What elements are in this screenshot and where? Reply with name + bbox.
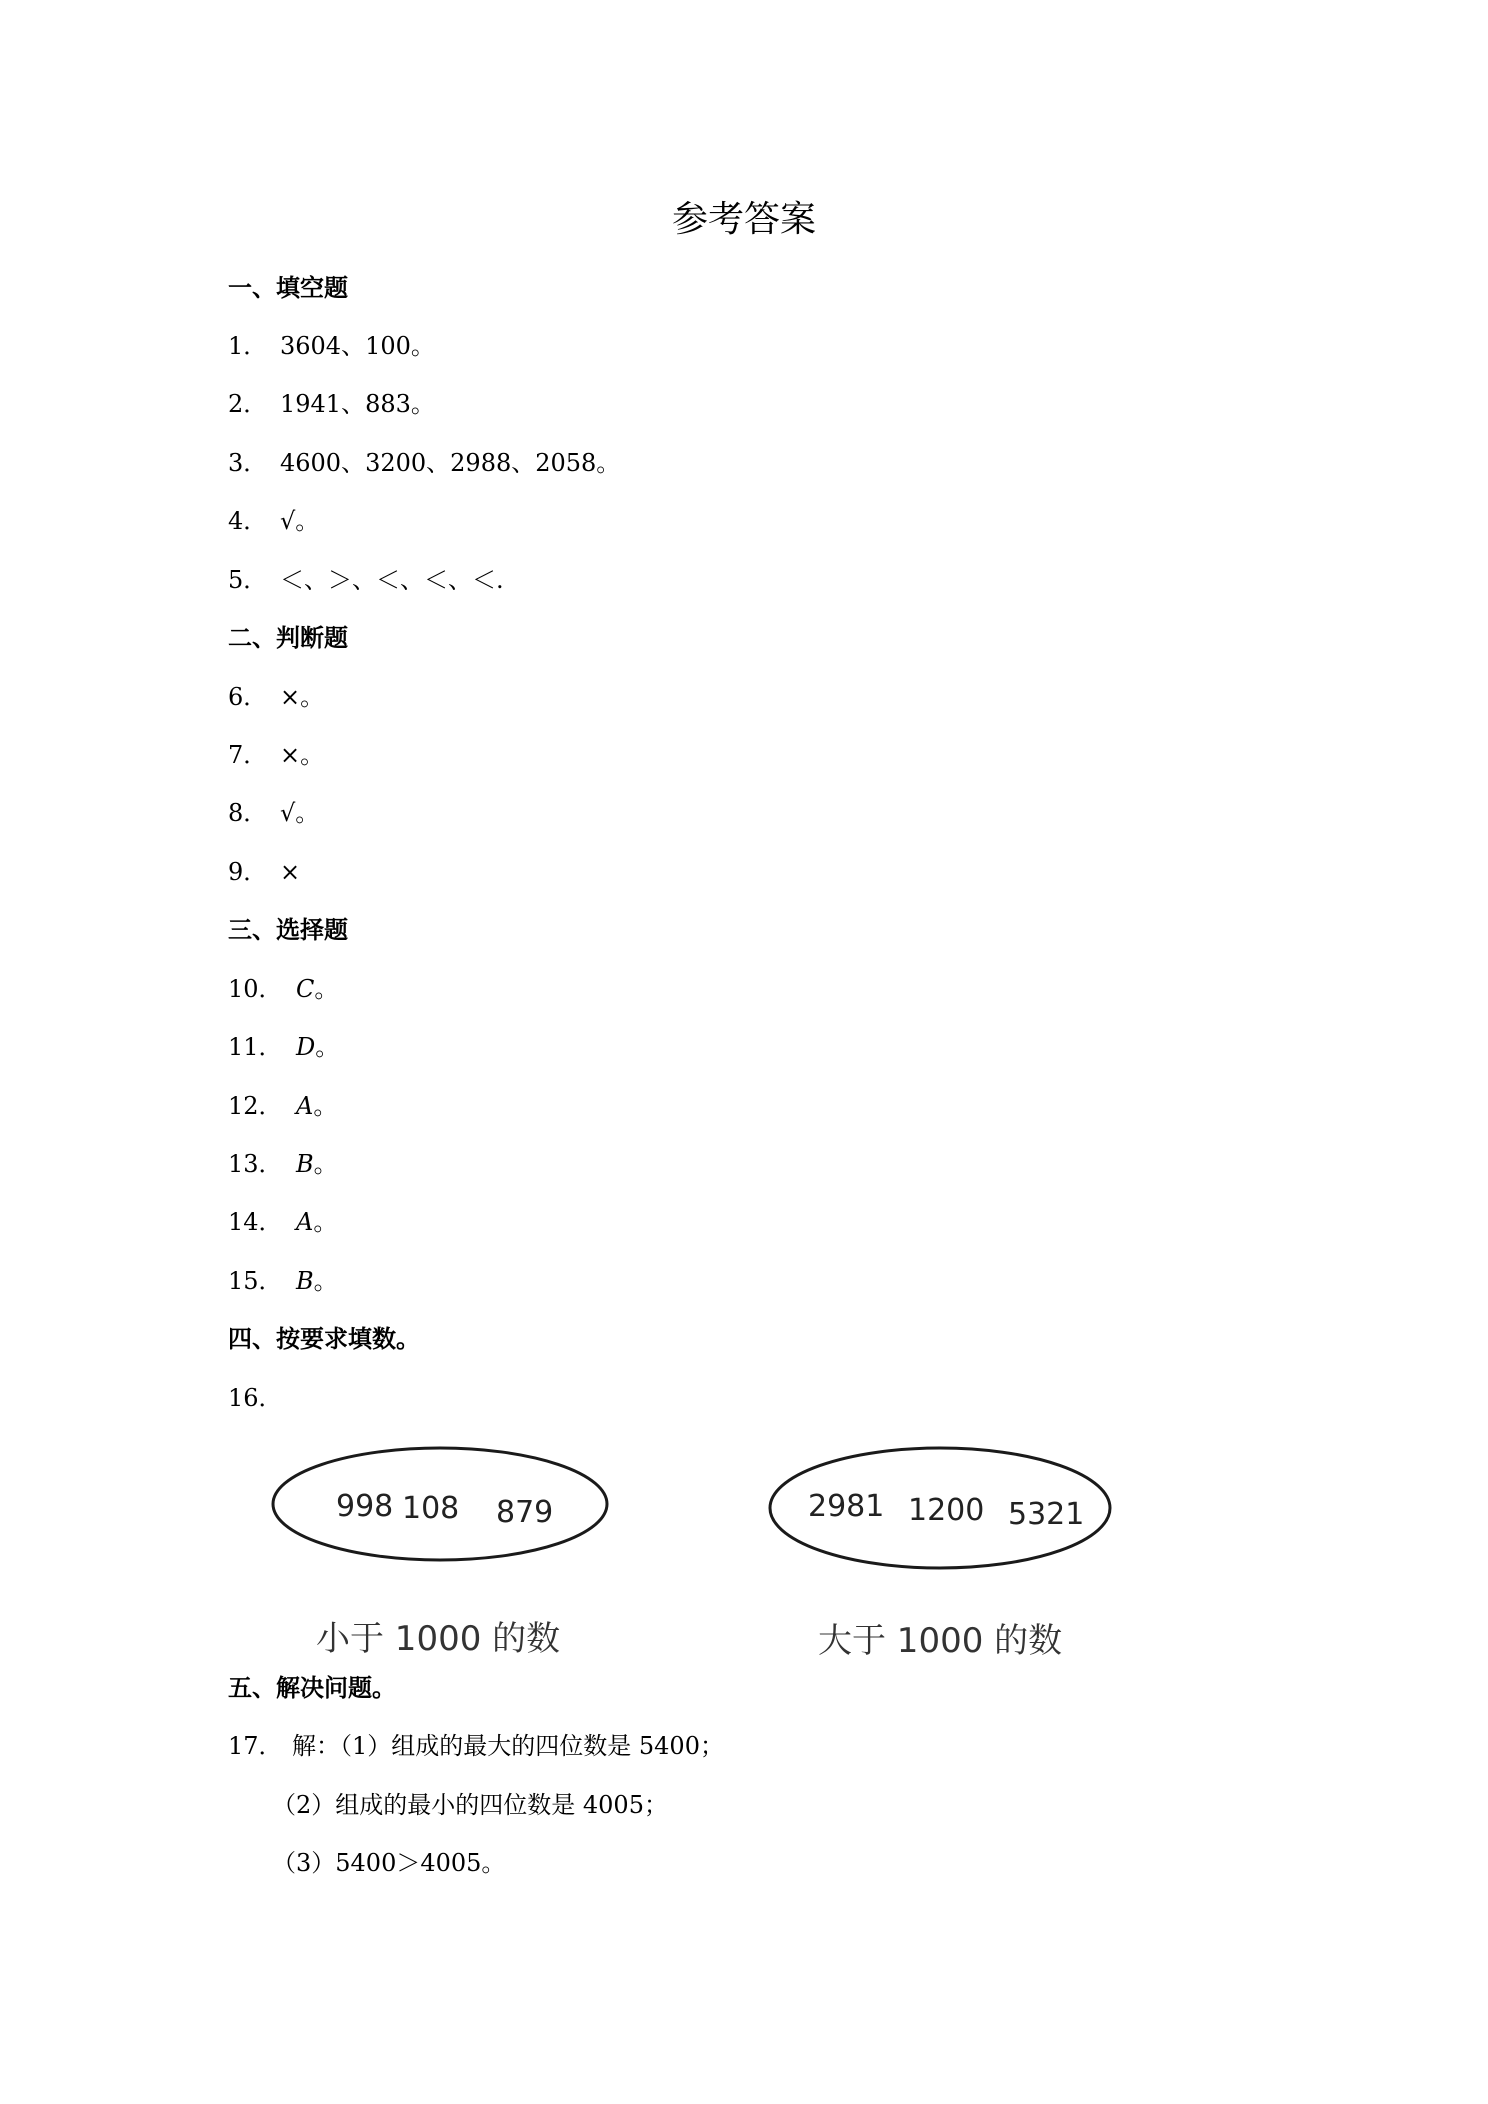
answer-text: ＜、＞、＜、＜、＜. xyxy=(280,566,504,594)
answer-tail: 。 xyxy=(313,1208,338,1236)
answer-letter: C xyxy=(296,975,315,1003)
answer-text: × xyxy=(280,858,301,886)
answer-11 xyxy=(228,1031,339,1063)
answer-17-part-3: （3）5400＞4005。 xyxy=(272,1849,506,1877)
answer-number: 2． xyxy=(228,390,268,418)
answer-letter: A xyxy=(296,1092,314,1120)
answer-number: 10． xyxy=(228,975,283,1003)
answer-text: 3604、100。 xyxy=(280,332,435,360)
answer-9 xyxy=(228,856,300,888)
answer-number: 16． xyxy=(228,1384,283,1412)
answer-text: ×。 xyxy=(280,741,325,769)
left-number: 998 xyxy=(336,1489,394,1524)
answer-tail: 。 xyxy=(313,1092,338,1120)
answer-17-part-2: （2）组成的最小的四位数是 4005； xyxy=(272,1791,668,1819)
answer-number: 4． xyxy=(228,507,268,535)
answer-number: 1． xyxy=(228,332,268,360)
left-number: 879 xyxy=(496,1495,554,1530)
answer-text: 解：（1）组成的最大的四位数是 5400； xyxy=(292,1732,724,1760)
answer-3 xyxy=(228,447,620,479)
answer-letter: B xyxy=(296,1267,314,1295)
answer-5 xyxy=(228,564,504,596)
right-number: 1200 xyxy=(908,1493,985,1528)
answer-text: √。 xyxy=(280,507,320,535)
answer-tail: 。 xyxy=(313,1267,338,1295)
answer-letter: B xyxy=(296,1150,314,1178)
answer-number: 3． xyxy=(228,449,268,477)
section-heading-judgment: 二、判断题 xyxy=(228,624,348,652)
answer-number: 6． xyxy=(228,683,268,711)
answer-17 xyxy=(228,1730,724,1762)
right-oval-label: 大于 1000 的数 xyxy=(818,1621,1063,1661)
answer-text: ×。 xyxy=(280,683,325,711)
answer-6 xyxy=(228,681,324,713)
answer-number: 12． xyxy=(228,1092,283,1120)
answer-12 xyxy=(228,1090,337,1122)
left-oval-label: 小于 1000 的数 xyxy=(316,1619,561,1659)
answer-text: 4600、3200、2988、2058。 xyxy=(280,449,621,477)
number-sort-svg xyxy=(228,1438,1128,1688)
answer-16 xyxy=(228,1382,292,1414)
right-number: 5321 xyxy=(1008,1497,1085,1532)
answer-number: 14． xyxy=(228,1208,283,1236)
answer-tail: 。 xyxy=(315,1033,340,1061)
answer-15 xyxy=(228,1265,338,1297)
answer-tail: 。 xyxy=(313,1150,338,1178)
section-heading-multiple-choice: 三、选择题 xyxy=(228,916,348,944)
section-heading-solve-problems: 五、解决问题。 xyxy=(228,1674,396,1702)
answer-4 xyxy=(228,505,319,537)
answer-2 xyxy=(228,388,435,420)
answer-number: 5． xyxy=(228,566,268,594)
right-number: 2981 xyxy=(808,1489,885,1524)
answer-1 xyxy=(228,330,435,362)
number-sort-diagram xyxy=(228,1438,1128,1688)
answer-13 xyxy=(228,1148,338,1180)
answer-text: 1941、883。 xyxy=(280,390,435,418)
page-title: 参考答案 xyxy=(671,199,816,240)
answer-letter: A xyxy=(296,1208,314,1236)
answer-number: 8． xyxy=(228,799,268,827)
answer-number: 9． xyxy=(228,858,268,886)
answer-text: √。 xyxy=(280,799,320,827)
answer-7 xyxy=(228,739,324,771)
section-heading-fill-blank: 一、填空题 xyxy=(228,274,348,302)
left-number: 108 xyxy=(402,1491,460,1526)
answer-14 xyxy=(228,1206,337,1238)
answer-letter: D xyxy=(296,1033,316,1061)
answer-8 xyxy=(228,797,319,829)
answer-number: 17． xyxy=(228,1732,283,1760)
answer-number: 13． xyxy=(228,1150,283,1178)
section-heading-fill-numbers: 四、按要求填数。 xyxy=(228,1325,420,1353)
answer-tail: 。 xyxy=(314,975,339,1003)
answer-10 xyxy=(228,973,338,1005)
answer-number: 11． xyxy=(228,1033,283,1061)
answer-number: 7． xyxy=(228,741,268,769)
answer-number: 15． xyxy=(228,1267,283,1295)
